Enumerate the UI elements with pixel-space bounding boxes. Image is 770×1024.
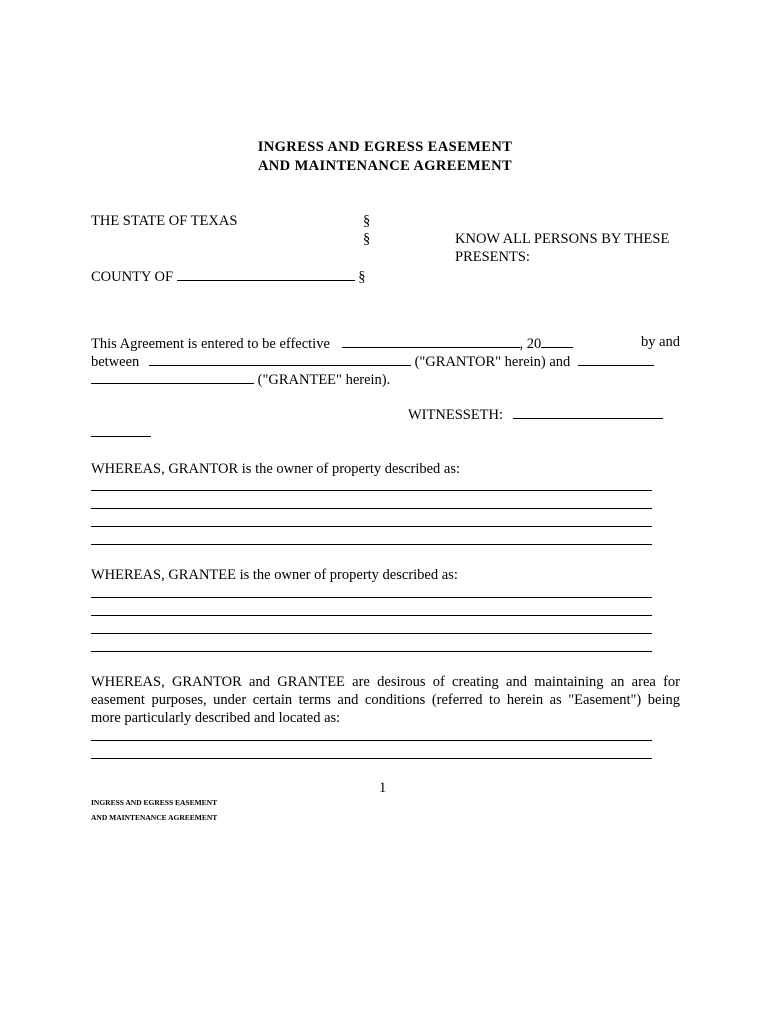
grantee-name-blank-start[interactable] <box>578 351 654 366</box>
grantee-herein-text: ("GRANTEE" herein). <box>257 372 391 388</box>
witnesseth-blank[interactable] <box>513 404 663 419</box>
grantor-property-line-4[interactable] <box>91 544 652 545</box>
grantee-property-line-1[interactable] <box>91 597 652 598</box>
section-symbol-3: § <box>358 269 366 285</box>
document-title-line-2: AND MAINTENANCE AGREEMENT <box>257 158 513 174</box>
whereas-both-line-1: WHEREAS, GRANTOR and GRANTEE are desirous of creating and maintaining an area for <box>91 674 680 690</box>
county-label: COUNTY OF <box>91 269 174 285</box>
intro-line-3 <box>91 369 390 389</box>
whereas-both-line-2: easement purposes, under certain terms and conditions (referred to herein as "Easement") being <box>91 692 680 708</box>
grantee-property-line-3[interactable] <box>91 633 652 634</box>
intro-year-prefix: , 20 <box>519 336 542 352</box>
section-symbol-2: § <box>363 231 371 247</box>
witnesseth-label: WITNESSETH: <box>408 407 504 423</box>
witnesseth-continuation-blank[interactable] <box>91 436 151 437</box>
intro-between: between <box>91 354 140 370</box>
whereas-grantor: WHEREAS, GRANTOR is the owner of property described as: <box>91 461 461 477</box>
intro-by-and: by and <box>640 334 680 350</box>
grantee-property-line-2[interactable] <box>91 615 652 616</box>
whereas-both-line-3: more particularly described and located as: <box>91 710 341 726</box>
grantor-property-line-2[interactable] <box>91 508 652 509</box>
know-all-persons-line-1: KNOW ALL PERSONS BY THESE <box>455 231 670 247</box>
grantee-name-blank-end[interactable] <box>91 369 254 384</box>
grantor-property-line-1[interactable] <box>91 490 652 491</box>
intro-line-1 <box>91 333 680 353</box>
page-number: 1 <box>379 780 387 796</box>
footer-line-2: AND MAINTENANCE AGREEMENT <box>91 813 218 822</box>
easement-description-line-2[interactable] <box>91 758 652 759</box>
intro-effective-text: This Agreement is entered to be effective <box>91 336 330 352</box>
county-line <box>91 266 366 286</box>
witnesseth-line <box>408 404 663 424</box>
footer-line-1: INGRESS AND EGRESS EASEMENT <box>91 798 218 807</box>
document-title-line-1: INGRESS AND EGRESS EASEMENT <box>257 139 513 155</box>
year-blank[interactable] <box>541 333 573 348</box>
county-blank[interactable] <box>177 266 355 281</box>
grantee-property-line-4[interactable] <box>91 651 652 652</box>
state-label: THE STATE OF TEXAS <box>91 213 238 229</box>
grantor-property-line-3[interactable] <box>91 526 652 527</box>
grantor-herein-text: ("GRANTOR" herein) and <box>414 354 571 370</box>
grantor-name-blank[interactable] <box>149 351 411 366</box>
whereas-grantee: WHEREAS, GRANTEE is the owner of property described as: <box>91 567 458 583</box>
section-symbol-1: § <box>363 213 371 229</box>
know-all-persons-line-2: PRESENTS: <box>455 249 530 265</box>
effective-date-blank[interactable] <box>342 333 520 348</box>
intro-line-2 <box>91 351 654 371</box>
easement-description-line-1[interactable] <box>91 740 652 741</box>
